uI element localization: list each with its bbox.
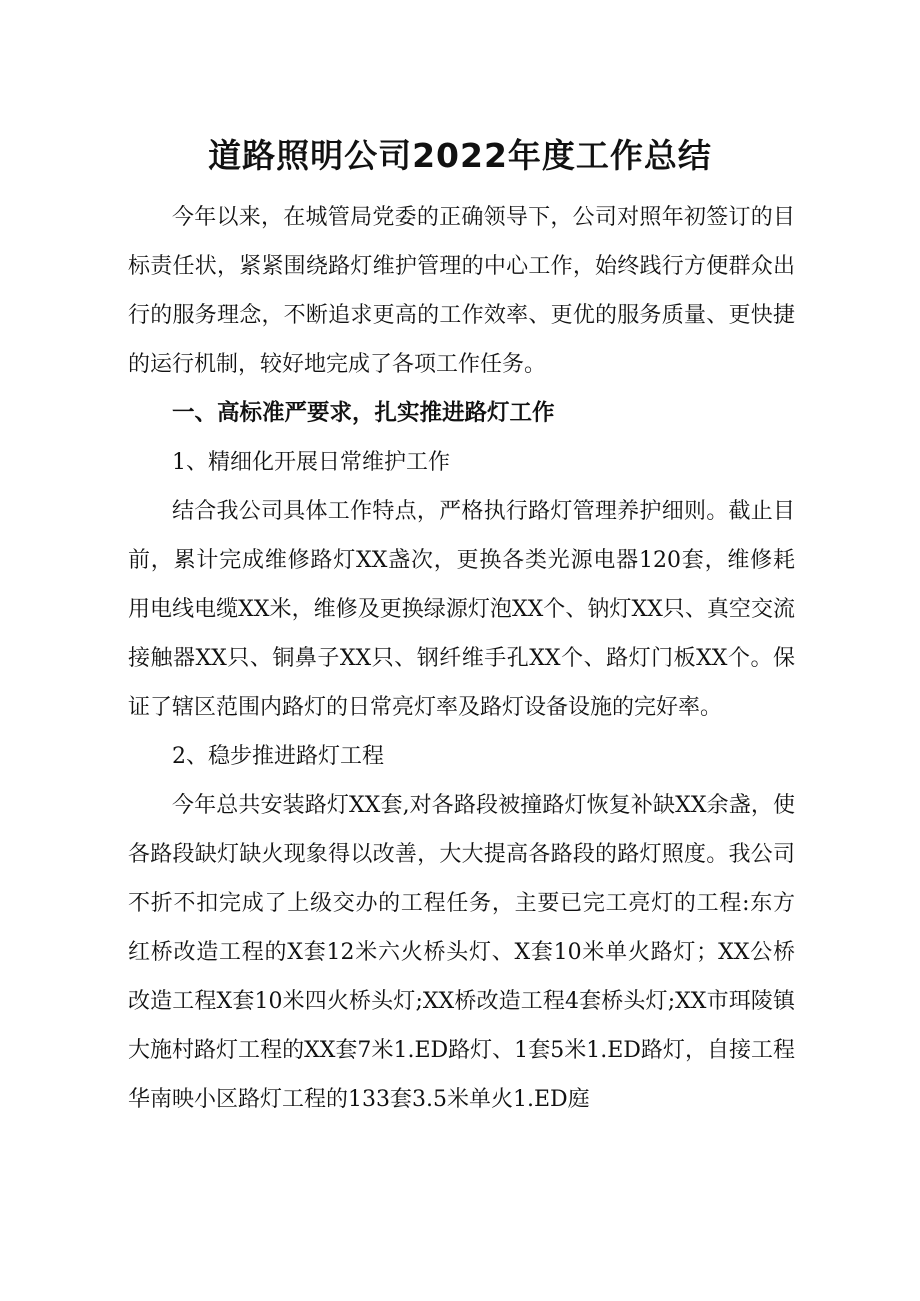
subsection-heading-2: 2、稳步推进路灯工程 <box>172 744 384 769</box>
subsection-heading-1: 1、精细化开展日常维护工作 <box>172 450 450 475</box>
subsection-1-paragraph: 结合我公司具体工作特点，严格执行路灯管理养护细则。截止目前，累计完成维修路灯XX盏次，更换各类光源电器120套，维修耗用电线电缆XX米，维修及更换绿源灯泡XX个、钠灯XX只、真空交流接触器XX只、铜鼻子XX只、钢纤维手孔XX个、路灯门板XX个。保证了辖区范围内路灯的日常亮灯率及路灯设备设施的完好率。 <box>128 499 795 720</box>
subsection-2-paragraph: 今年总共安装路灯XX套,对各路段被撞路灯恢复补缺XX余盏，使各路段缺灯缺火现象得以改善，大大提高各路段的路灯照度。我公司不折不扣完成了上级交办的工程任务，主要已完工亮灯的工程:东方红桥改造工程的X套12米六火桥头灯、X套10米单火路灯；XX公桥改造工程X套10米四火桥头灯;XX桥改造工程4套桥头灯;XX市珥陵镇大施村路灯工程的XX套7米1.ED路灯、1套5米1.ED路灯，自接工程华南映小区路灯工程的133套3.5米单火1.ED庭 <box>128 793 795 1112</box>
document-title: 道路照明公司2022年度工作总结 <box>208 136 712 175</box>
document-body <box>128 193 795 1124</box>
section-heading-1: 一、高标准严要求，扎实推进路灯工作 <box>172 400 555 426</box>
intro-paragraph: 今年以来，在城管局党委的正确领导下，公司对照年初签订的目标责任状，紧紧围绕路灯维护管理的中心工作，始终践行方便群众出行的服务理念，不断追求更高的工作效率、更优的服务质量、更快捷的运行机制，较好地完成了各项工作任务。 <box>128 205 795 377</box>
